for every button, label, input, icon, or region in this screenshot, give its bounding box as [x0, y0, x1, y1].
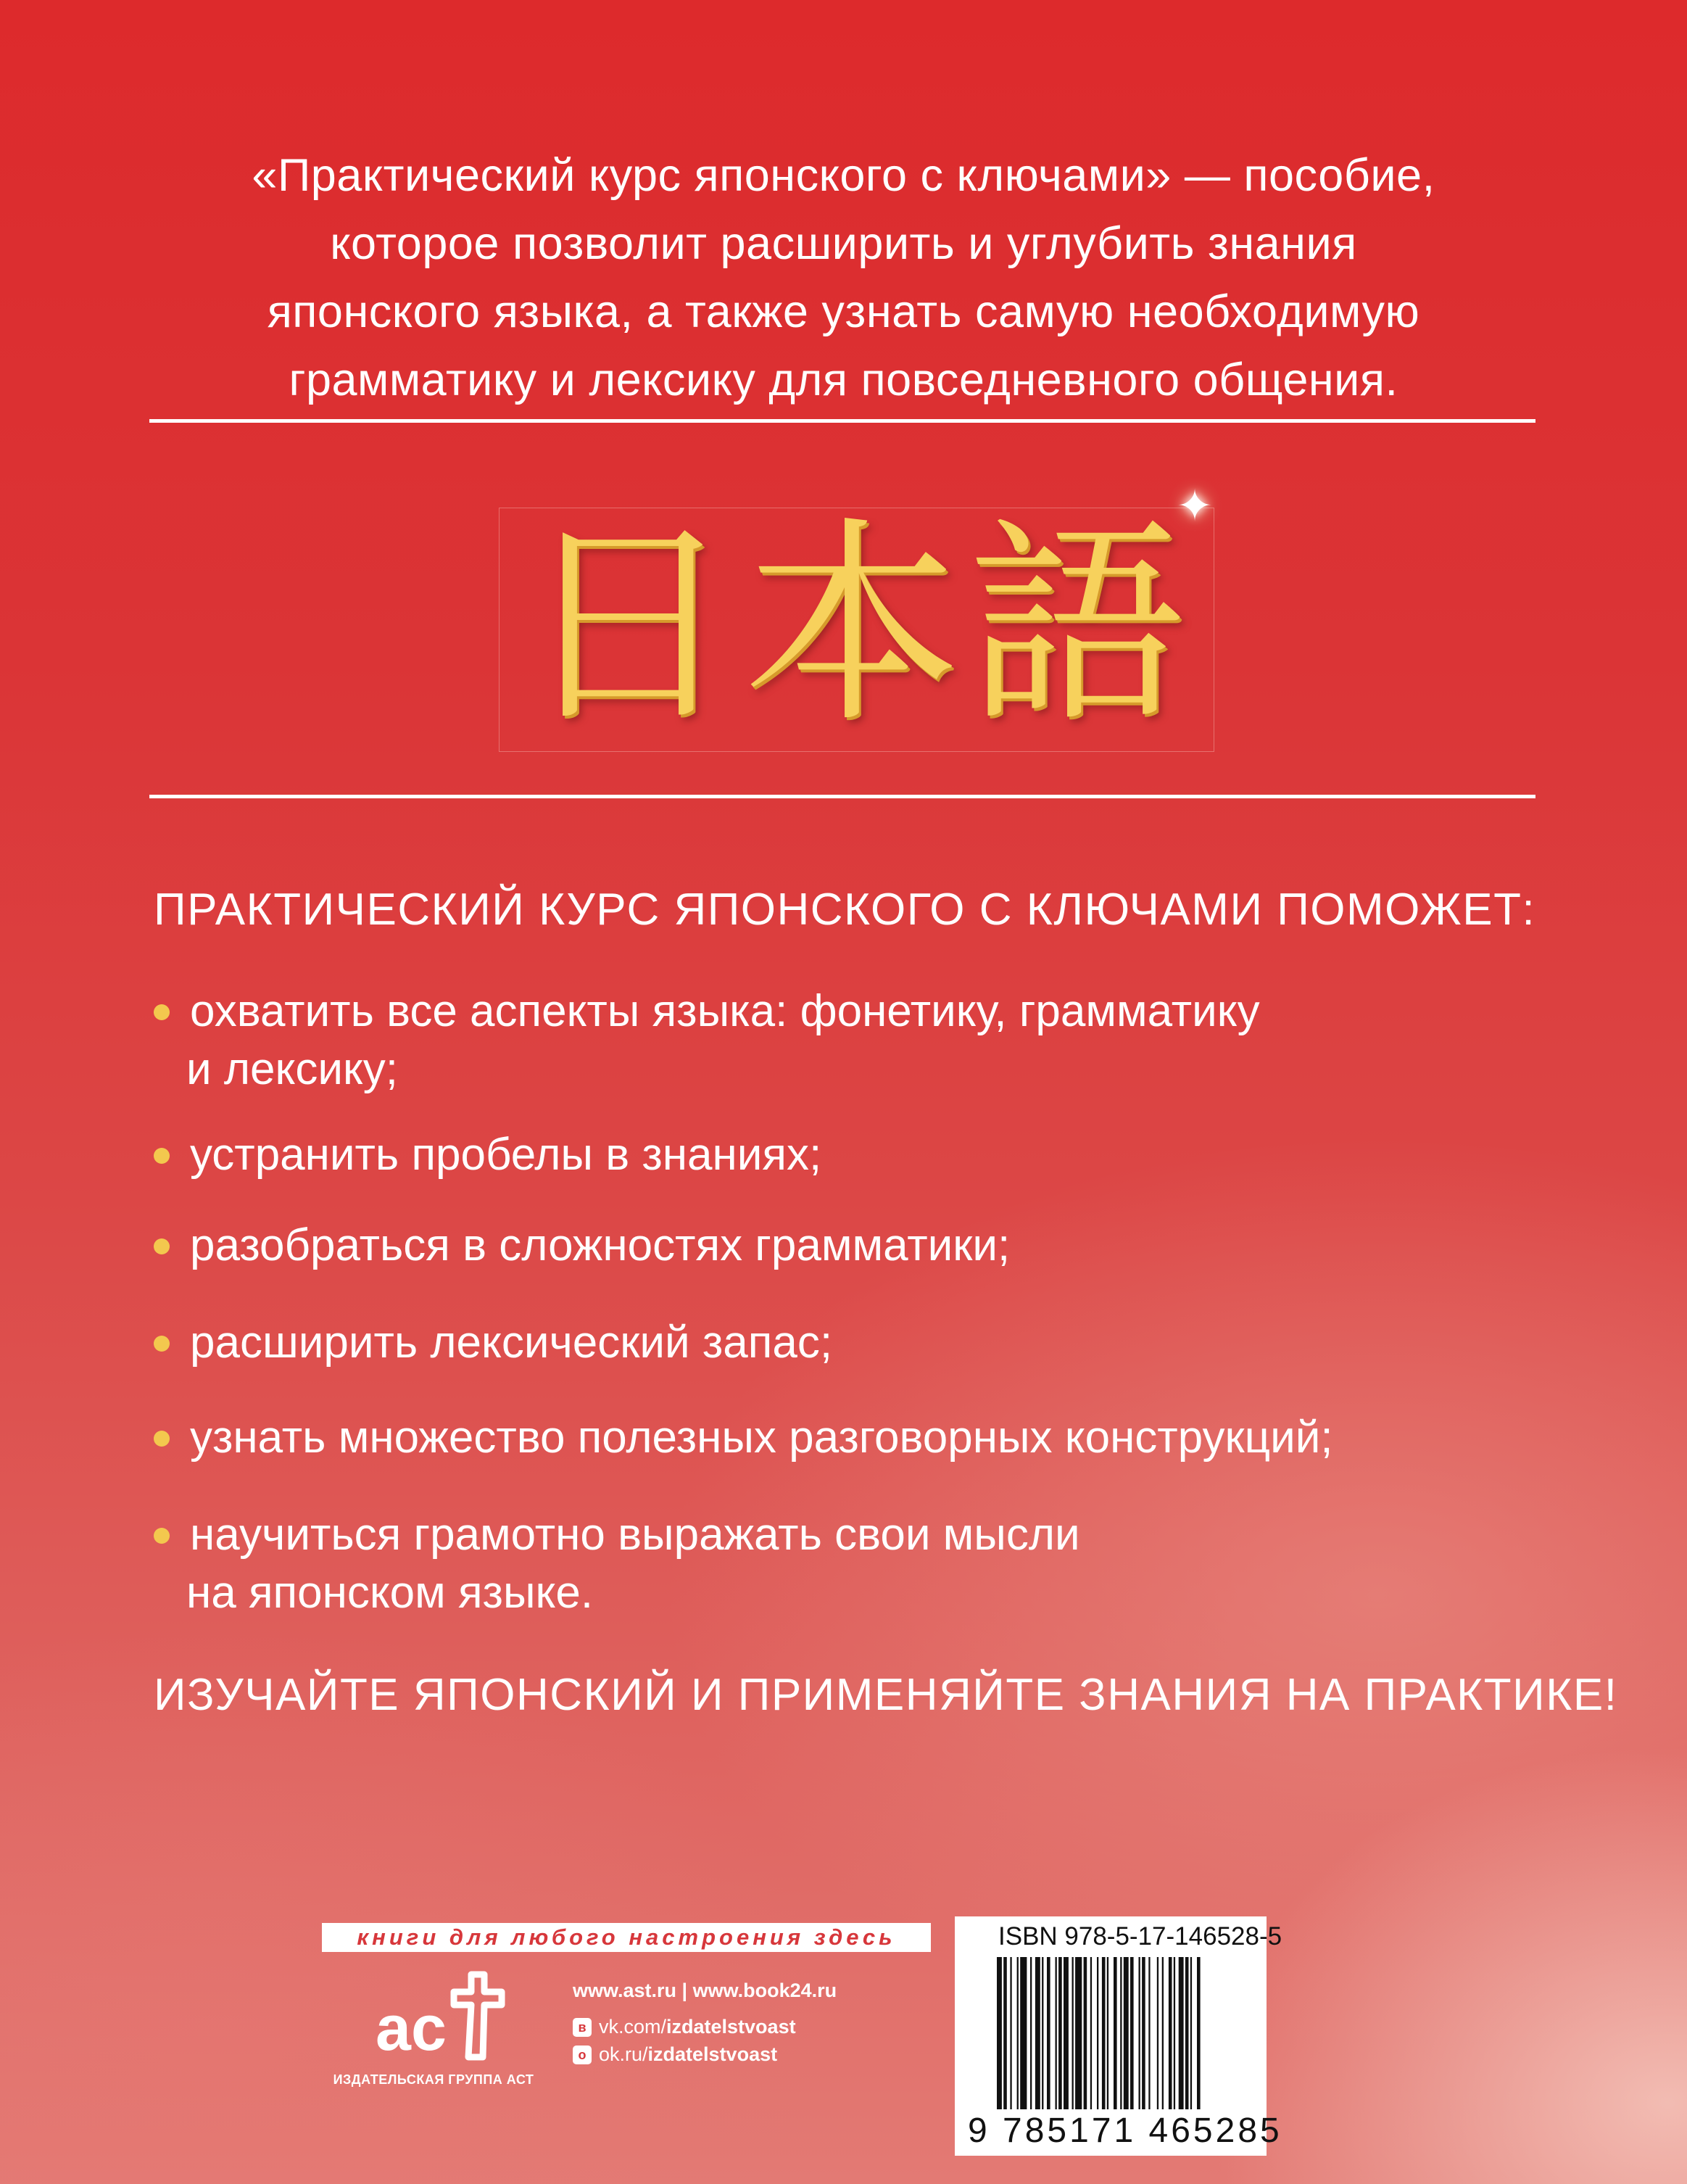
barcode-bar — [1030, 1957, 1032, 2109]
barcode-bar — [1114, 1957, 1117, 2109]
barcode-bar — [1174, 1957, 1175, 2109]
barcode — [997, 1957, 1258, 2109]
barcode-bar — [1090, 1957, 1092, 2109]
isbn-barcode-block — [955, 1916, 1282, 2156]
bullet-text: научиться грамотно выражать свои мысли — [190, 1510, 1080, 1560]
bullet-dot-icon — [154, 1148, 170, 1164]
intro-line: грамматику и лексику для повседневного общения. — [289, 355, 1398, 405]
barcode-bar — [1120, 1957, 1122, 2109]
barcode-bar — [1130, 1957, 1134, 2109]
barcode-bar — [1064, 1957, 1069, 2109]
barcode-bar — [1042, 1957, 1043, 2109]
bullet-dot-icon — [154, 1238, 170, 1254]
barcode-bar — [1056, 1957, 1057, 2109]
barcode-bar — [1102, 1957, 1106, 2109]
intro-line: японского языка, а также узнать самую необходимую — [267, 286, 1420, 337]
svg-text:ас: ас — [376, 1992, 447, 2063]
ok-icon: o — [573, 2046, 592, 2064]
bullet-item — [154, 983, 1531, 1099]
isbn-digits: 9 785171 465285 — [968, 2111, 1282, 2150]
vk-link-handle: izdatelstvoast — [666, 2016, 796, 2038]
barcode-bar — [1097, 1957, 1098, 2109]
barcode-bar — [1142, 1957, 1145, 2109]
barcode-bar — [1157, 1957, 1158, 2109]
sparkle-icon: ✦ — [1176, 481, 1214, 530]
intro-paragraph — [116, 141, 1571, 414]
bullet-text: охватить все аспекты языка: фонетику, грамматику — [190, 986, 1260, 1036]
bullet-text: устранить пробелы в знаниях; — [190, 1130, 822, 1180]
barcode-bar — [1058, 1957, 1062, 2109]
barcode-bar — [1072, 1957, 1074, 2109]
barcode-bar — [1169, 1957, 1172, 2109]
bullet-item — [154, 1126, 1531, 1184]
bullet-item — [154, 1217, 1531, 1275]
publisher-websites[interactable]: www.ast.ru | www.book24.ru — [573, 1980, 837, 2001]
ok-link-prefix: ok.ru/ — [599, 2043, 648, 2065]
bullet-item — [154, 1409, 1531, 1467]
bullet-item — [154, 1506, 1531, 1622]
bullet-item — [154, 1314, 1531, 1372]
bullet-text: разобраться в сложностях грамматики; — [190, 1220, 1011, 1270]
helps-heading: ПРАКТИЧЕСКИЙ КУРС ЯПОНСКОГО С КЛЮЧАМИ ПОМОЖЕТ: — [154, 885, 1536, 935]
vk-link-prefix: vk.com/ — [599, 2016, 667, 2038]
ast-logo — [362, 1969, 507, 2063]
bullet-dot-icon — [154, 1528, 170, 1544]
publisher-group-name: ИЗДАТЕЛЬСКАЯ ГРУППА АСТ — [333, 2072, 534, 2087]
barcode-bar — [1003, 1957, 1007, 2109]
barcode-bar — [1124, 1957, 1129, 2109]
bullet-text-continued: на японском языке. — [186, 1568, 594, 1618]
intro-line: «Практический курс японского с ключами» — пособие, — [252, 150, 1435, 201]
isbn-label: ISBN 978-5-17-146528-5 — [998, 1922, 1282, 1951]
barcode-bar — [1190, 1957, 1192, 2109]
bullet-text: узнать множество полезных разговорных конструкций; — [190, 1412, 1333, 1463]
barcode-bar — [1017, 1957, 1019, 2109]
barcode-bar — [1047, 1957, 1050, 2109]
barcode-bar — [997, 1957, 1002, 2109]
barcode-bar — [1075, 1957, 1082, 2109]
bullet-text-continued: и лексику; — [186, 1044, 399, 1094]
barcode-bar — [1148, 1957, 1150, 2109]
ok-link-handle: izdatelstvoast — [647, 2043, 778, 2065]
barcode-bar — [1020, 1957, 1027, 2109]
barcode-bar — [1185, 1957, 1189, 2109]
barcode-bar — [1179, 1957, 1184, 2109]
divider-bottom — [149, 795, 1535, 798]
publisher-slogan: книги для любого настроения здесь — [322, 1923, 931, 1952]
bullet-dot-icon — [154, 1431, 170, 1447]
intro-line: которое позволит расширить и углубить знания — [330, 218, 1357, 269]
barcode-bar — [1107, 1957, 1108, 2109]
kanji-title: 日本語 — [518, 499, 1193, 752]
closing-call: ИЗУЧАЙТЕ ЯПОНСКИЙ И ПРИМЕНЯЙТЕ ЗНАНИЯ НА ПРАКТИКЕ! — [154, 1670, 1618, 1720]
bullet-dot-icon — [154, 1004, 170, 1020]
barcode-bar — [1010, 1957, 1011, 2109]
barcode-bar — [1197, 1957, 1201, 2109]
barcode-bar — [1084, 1957, 1087, 2109]
vk-link[interactable] — [573, 2016, 796, 2038]
ok-link[interactable] — [573, 2043, 777, 2066]
barcode-bar — [1139, 1957, 1140, 2109]
bullet-text: расширить лексический запас; — [190, 1318, 833, 1368]
barcode-bar — [1162, 1957, 1164, 2109]
bullet-dot-icon — [154, 1336, 170, 1352]
vk-icon: в — [573, 2018, 592, 2037]
barcode-bar — [1035, 1957, 1040, 2109]
divider-top — [149, 419, 1535, 423]
